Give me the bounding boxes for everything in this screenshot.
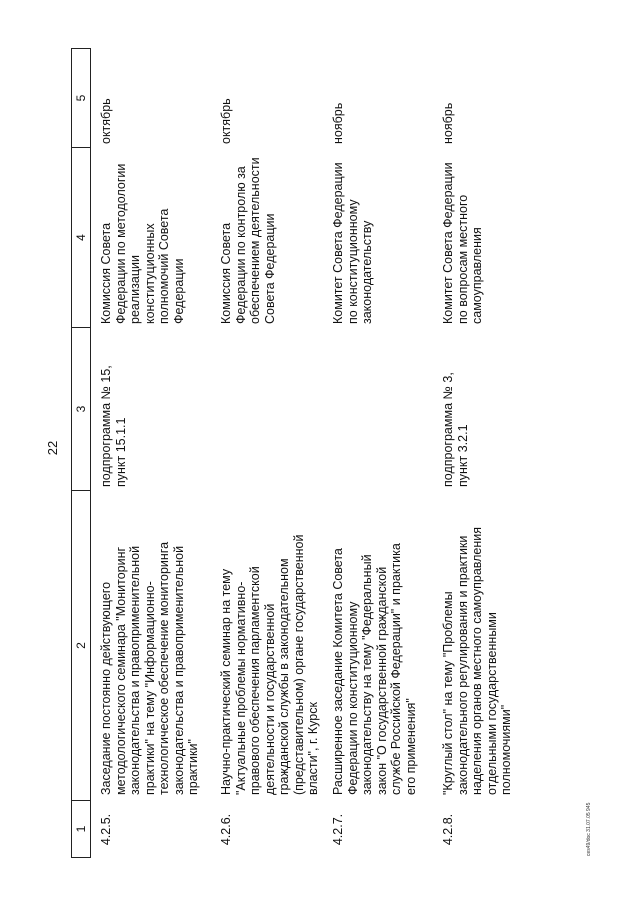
column-header-5: 5 (71, 48, 91, 148)
row-number: 4.2.5. (99, 813, 113, 846)
column-header-3: 3 (71, 328, 91, 491)
responsible-body: Комиссия Совета Федерации по контролю за обеспечением деятельности Совета Федерации (219, 157, 277, 324)
page-number: 22 (45, 440, 60, 456)
column-header-4: 4 (71, 148, 91, 328)
responsible-body: Комитет Совета Федерации по конституционному законодательству (331, 162, 374, 324)
column-header-2: 2 (71, 491, 91, 801)
responsible-body: Комитет Совета Федерации по вопросам местного самоуправления (441, 162, 484, 324)
rotated-content (41, 38, 601, 858)
event-month: ноябрь (441, 102, 455, 144)
column-header-1: 1 (71, 801, 91, 858)
event-month: ноябрь (331, 102, 345, 144)
event-month: октябрь (99, 98, 113, 144)
responsible-body: Комиссия Совета Федерации по методологии реализации конституционных полномочий Совета Федерации (99, 163, 186, 324)
event-description: "Круглый стол" на тему "Проблемы законодательного регулирования и практики наделения органов местного самоуправления отдельными государственными полномочиями" (441, 526, 513, 795)
row-number: 4.2.7. (331, 813, 345, 846)
program-reference: подпрограмма № 3, пункт 3.2.1 (441, 372, 470, 487)
program-reference: подпрограмма № 15, пункт 15.1.1 (99, 365, 128, 487)
event-description: Заседание постоянно действующего методологического семинара "Мониторинг законодательства и правоприменительной практики" на тему "Информационно- технологическое обеспечение мониторинга законодательства и правоприменительной практики" (99, 541, 200, 795)
row-number: 4.2.6. (219, 813, 233, 846)
row-number: 4.2.8. (441, 813, 455, 846)
event-description: Научно-практический семинар на тему "Актуальные проблемы нормативно- правового обеспечения парламентской деятельности и государственной гражданской службы в законодательном (представительном) органе государственной власти", г. Курск (219, 534, 320, 795)
event-description: Расширенное заседание Комитета Совета Федерации по конституционному законодательству на тему "Федеральный закон "О государственной гражданской службе Российской Федерации" и практика его применения" (331, 543, 418, 795)
event-month: октябрь (219, 98, 233, 144)
footnote: ces49/doc 31.07.05 945 (586, 802, 592, 856)
